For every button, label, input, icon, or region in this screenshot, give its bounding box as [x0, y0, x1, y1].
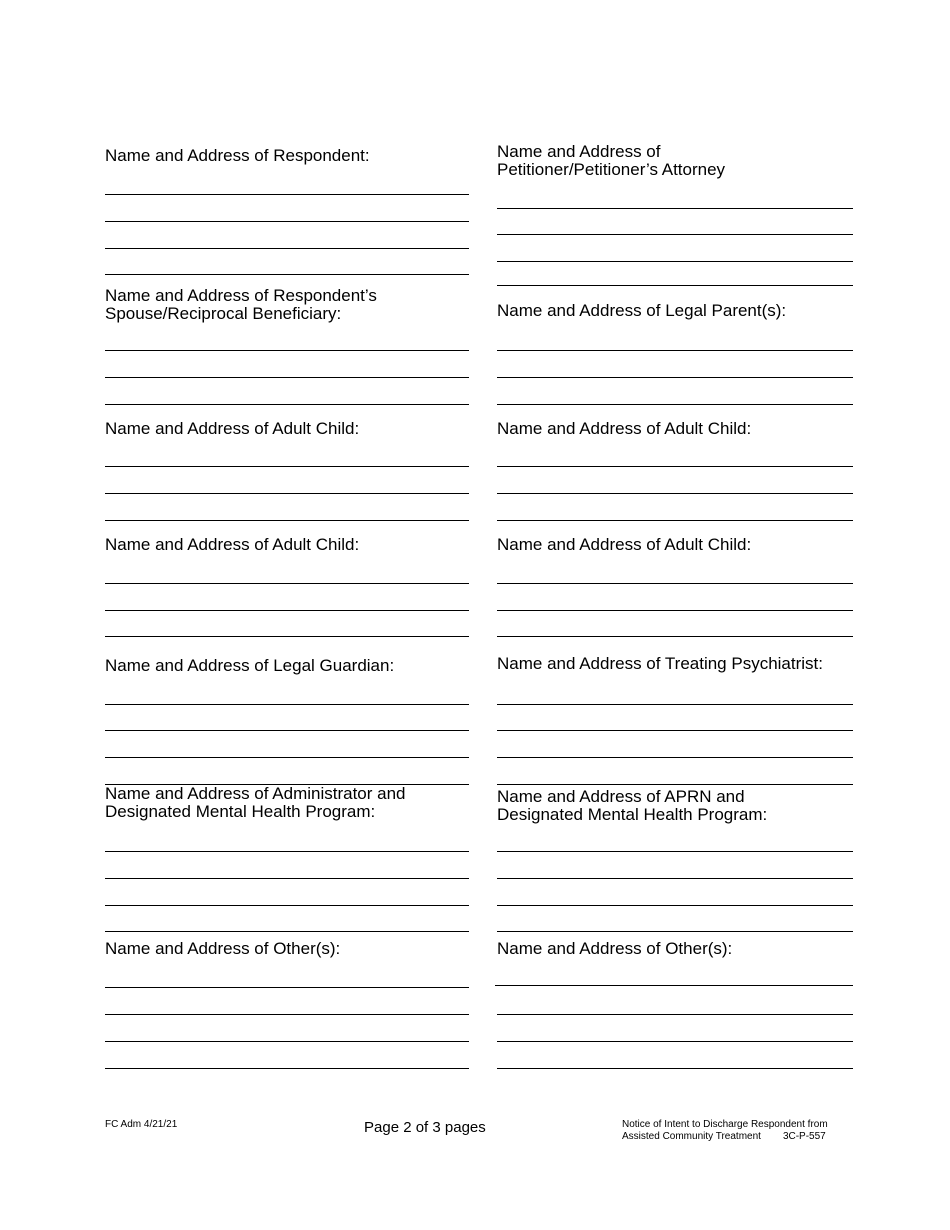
legal-guardian-line-1[interactable]: [105, 704, 469, 705]
others-left-label: Name and Address of Other(s):: [105, 939, 341, 958]
others-right-label: Name and Address of Other(s):: [497, 939, 733, 958]
others-right-line-4[interactable]: [497, 1068, 853, 1069]
petitioner-label-line2: Petitioner/Petitioner’s Attorney: [497, 160, 726, 179]
respondent-line-4[interactable]: [105, 274, 469, 275]
others-left-line-3[interactable]: [105, 1041, 469, 1042]
adult-child-4-line-2[interactable]: [497, 610, 853, 611]
spouse-line-2[interactable]: [105, 377, 469, 378]
aprn-line-2[interactable]: [497, 878, 853, 879]
form-title-text: Assisted Community Treatment: [622, 1131, 761, 1142]
adult-child-2-line-2[interactable]: [497, 493, 853, 494]
form-title-line1: Notice of Intent to Discharge Respondent from: [622, 1119, 828, 1130]
respondent-line-1[interactable]: [105, 194, 469, 195]
treating-psychiatrist-label: Name and Address of Treating Psychiatrist:: [497, 654, 823, 673]
administrator-label-line1: Name and Address of Administrator and: [105, 784, 406, 803]
legal-parent-line-2[interactable]: [497, 377, 853, 378]
page-number: Page 2 of 3 pages: [364, 1119, 486, 1136]
spouse-line-3[interactable]: [105, 404, 469, 405]
petitioner-label-line1: Name and Address of: [497, 142, 661, 161]
adult-child-4-label: Name and Address of Adult Child:: [497, 535, 752, 554]
treating-psychiatrist-line-4[interactable]: [497, 784, 853, 785]
aprn-line-1[interactable]: [497, 851, 853, 852]
petitioner-line-1[interactable]: [497, 208, 853, 209]
others-right-line-2[interactable]: [497, 1014, 853, 1015]
administrator-line-3[interactable]: [105, 905, 469, 906]
others-left-line-2[interactable]: [105, 1014, 469, 1015]
administrator-line-2[interactable]: [105, 878, 469, 879]
adult-child-2-label: Name and Address of Adult Child:: [497, 419, 752, 438]
adult-child-2-line-1[interactable]: [497, 466, 853, 467]
form-title-block: [622, 1119, 828, 1143]
respondent-line-2[interactable]: [105, 221, 469, 222]
petitioner-line-3[interactable]: [497, 261, 853, 262]
aprn-label-line2: Designated Mental Health Program:: [497, 805, 768, 824]
legal-parent-line-1[interactable]: [497, 350, 853, 351]
others-left-line-4[interactable]: [105, 1068, 469, 1069]
treating-psychiatrist-line-3[interactable]: [497, 757, 853, 758]
others-right-line-1[interactable]: [495, 985, 853, 986]
spouse-line-1[interactable]: [105, 350, 469, 351]
form-title-line2: [622, 1131, 828, 1143]
aprn-line-4[interactable]: [497, 931, 853, 932]
petitioner-line-2[interactable]: [497, 234, 853, 235]
treating-psychiatrist-line-1[interactable]: [497, 704, 853, 705]
legal-guardian-label: Name and Address of Legal Guardian:: [105, 656, 395, 675]
adult-child-3-label: Name and Address of Adult Child:: [105, 535, 360, 554]
form-code: 3C-P-557: [782, 1131, 826, 1142]
others-right-line-3[interactable]: [497, 1041, 853, 1042]
adult-child-3-line-1[interactable]: [105, 583, 469, 584]
adult-child-4-line-1[interactable]: [497, 583, 853, 584]
adult-child-1-line-3[interactable]: [105, 520, 469, 521]
adult-child-1-line-1[interactable]: [105, 466, 469, 467]
spouse-label-line2: Spouse/Reciprocal Beneficiary:: [105, 304, 342, 323]
adult-child-4-line-3[interactable]: [497, 636, 853, 637]
adult-child-2-line-3[interactable]: [497, 520, 853, 521]
administrator-line-1[interactable]: [105, 851, 469, 852]
adult-child-3-line-3[interactable]: [105, 636, 469, 637]
petitioner-line-4[interactable]: [497, 285, 853, 286]
legal-guardian-line-3[interactable]: [105, 757, 469, 758]
administrator-line-4[interactable]: [105, 931, 469, 932]
respondent-label: Name and Address of Respondent:: [105, 146, 370, 165]
form-date: FC Adm 4/21/21: [105, 1119, 178, 1130]
adult-child-1-label: Name and Address of Adult Child:: [105, 419, 360, 438]
legal-parent-line-3[interactable]: [497, 404, 853, 405]
others-left-line-1[interactable]: [105, 987, 469, 988]
treating-psychiatrist-line-2[interactable]: [497, 730, 853, 731]
aprn-line-3[interactable]: [497, 905, 853, 906]
spouse-label-line1: Name and Address of Respondent’s: [105, 286, 377, 305]
adult-child-3-line-2[interactable]: [105, 610, 469, 611]
administrator-label-line2: Designated Mental Health Program:: [105, 802, 376, 821]
adult-child-1-line-2[interactable]: [105, 493, 469, 494]
legal-guardian-line-2[interactable]: [105, 730, 469, 731]
legal-parent-label: Name and Address of Legal Parent(s):: [497, 301, 787, 320]
aprn-label-line1: Name and Address of APRN and: [497, 787, 745, 806]
respondent-line-3[interactable]: [105, 248, 469, 249]
